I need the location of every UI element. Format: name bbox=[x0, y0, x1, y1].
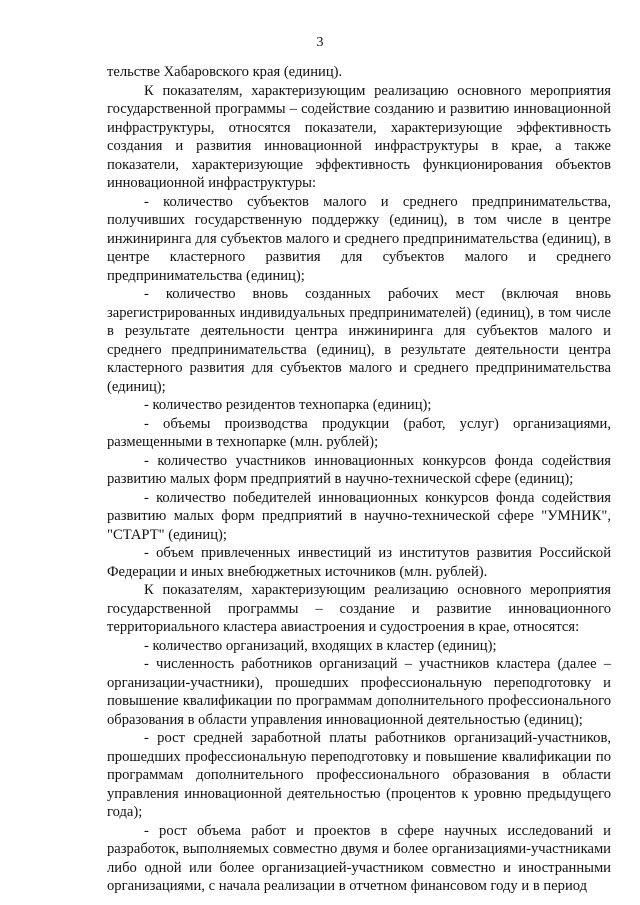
list-item: - рост объема работ и проектов в сфере научных исследований и разработок, выполняемых совместно двумя и более организациями-участниками либо одной или более организацией-участником совместно и иностранными организациями, с начала реализации в отчетном финансовом году и в период bbox=[107, 822, 611, 894]
document-body bbox=[107, 63, 611, 896]
paragraph-continuation: тельстве Хабаровского края (единиц). bbox=[107, 64, 343, 80]
list-item: - численность работников организаций – участников кластера (далее – организации-участники), прошедших профессиональную переподготовку и повышение квалификации по программам дополнительного профессионального образования в области управления инновационной деятельностью (единиц); bbox=[107, 656, 611, 728]
list-item: - количество резидентов технопарка (единиц); bbox=[144, 397, 432, 413]
list-item: - количество субъектов малого и среднего предпринимательства, получивших государственную поддержку (единиц), в том числе в центре инжиниринга для субъектов малого и среднего предпринимательства (единиц), в центре кластерного развития для субъектов малого и среднего предпринимательства (единиц); bbox=[107, 193, 611, 284]
paragraph-cluster-intro: К показателям, характеризующим реализацию основного мероприятия государственной программы – создание и развитие инновационного территориального кластера авиастроения и судостроения в крае, относятся: bbox=[107, 582, 611, 635]
list-item: - количество участников инновационных конкурсов фонда содействия развитию малых форм предприятий в научно-технической сфере (единиц); bbox=[107, 452, 611, 487]
list-item: - количество организаций, входящих в кластер (единиц); bbox=[144, 637, 497, 654]
list-item: - объемы производства продукции (работ, услуг) организациями, размещенными в технопарке (млн. рублей); bbox=[107, 415, 611, 450]
list-item: - количество вновь созданных рабочих мест (включая вновь зарегистрированных индивидуальных предпринимателей) (единиц), в том числе в результате деятельности центра инжиниринга для субъектов малого и среднего предпринимательства (единиц), в результате деятельности центра кластерного развития для субъектов малого и среднего предпринимательства (единиц); bbox=[107, 286, 611, 395]
list-item: - объем привлеченных инвестиций из институтов развития Российской Федерации и иных внебюджетных источников (млн. рублей). bbox=[107, 545, 611, 580]
page-number: 3 bbox=[316, 35, 324, 50]
list-item: - количество победителей инновационных конкурсов фонда содействия развитию малых форм предприятий в научно-технической сфере "УМНИК", "СТАРТ" (единиц); bbox=[107, 489, 611, 543]
paragraph-innovation-infrastructure-intro: К показателям, характеризующим реализацию основного мероприятия государственной программы – содействие созданию и развитию инновационной инфраструктуры, относятся показатели, характеризующие эффективность создания и развития инновационной инфраструктуры в крае, а также показатели, характеризующие эффективность функционирования объектов инновационной инфраструктуры: bbox=[107, 82, 611, 191]
list-item: - рост средней заработной платы работников организаций-участников, прошедших профессиональную переподготовку и повышение квалификации по программам дополнительного профессионального образования в области управления инновационной деятельностью (процентов к уровню предыдущего года); bbox=[107, 730, 611, 820]
